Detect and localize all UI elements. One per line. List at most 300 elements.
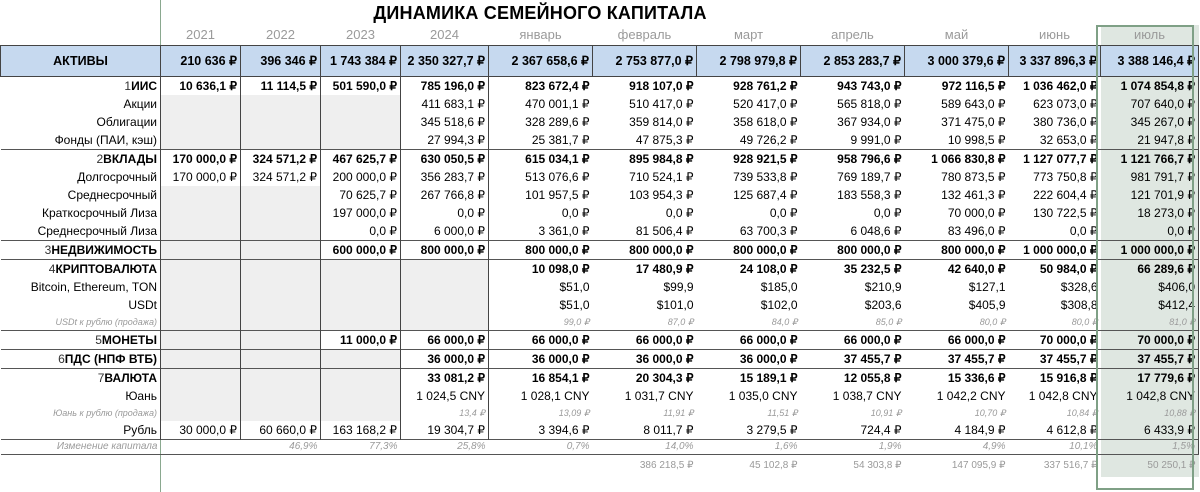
value-cell[interactable]: 33 081,2 ₽ [401,369,489,388]
value-cell[interactable]: 724,4 ₽ [860,423,902,437]
value-cell[interactable]: 785 196,0 ₽ [401,77,489,96]
value-cell[interactable] [241,350,321,369]
value-cell[interactable]: 0,0 ₽ [665,206,694,220]
value-cell[interactable]: 513 076,6 ₽ [489,168,593,186]
value-cell[interactable]: 769 189,7 ₽ [837,170,902,184]
value-cell[interactable] [161,369,241,388]
value-cell[interactable]: $412,4 [1101,296,1199,314]
value-cell[interactable]: 18 273,0 ₽ [1101,204,1199,222]
value-cell[interactable]: 70 000,0 ₽ [947,206,1006,220]
total-cell[interactable]: 396 346 ₽ [241,46,321,77]
value-cell[interactable] [161,131,241,150]
row-label[interactable] [1,204,161,222]
value-cell[interactable]: 15 916,8 ₽ [1009,369,1101,388]
value-cell[interactable]: 800 000,0 ₽ [801,241,905,260]
value-cell[interactable]: 501 590,0 ₽ [321,77,401,96]
value-cell[interactable]: 37 455,7 ₽ [1009,350,1101,369]
change-cell[interactable]: 14,0% [593,440,697,455]
period-label[interactable]: 2022 [266,27,295,42]
value-cell[interactable] [161,204,241,222]
value-cell[interactable]: 4 184,9 ₽ [954,423,1006,437]
value-cell[interactable]: 11 114,5 ₽ [241,77,321,96]
change-cell[interactable]: 25,8% [401,440,489,455]
value-cell[interactable]: $203,6 [864,298,902,312]
value-cell[interactable]: 943 743,0 ₽ [801,77,905,96]
value-cell[interactable]: 470 001,1 ₽ [489,95,593,113]
value-cell[interactable] [241,186,321,204]
value-cell[interactable]: 197 000,0 ₽ [321,204,401,222]
value-cell[interactable] [241,204,321,222]
value-cell[interactable]: 800 000,0 ₽ [489,241,593,260]
value-cell[interactable]: $308,8 [1060,298,1098,312]
row-label[interactable] [1,314,161,331]
value-cell[interactable]: 81 506,4 ₽ [635,224,694,238]
value-cell[interactable] [321,369,401,388]
value-cell[interactable] [321,350,401,369]
delta-cell[interactable]: 386 218,5 ₽ [639,460,694,471]
value-cell[interactable]: 132 461,3 ₽ [941,188,1006,202]
value-cell[interactable]: 800 000,0 ₽ [593,241,697,260]
value-cell[interactable]: 36 000,0 ₽ [401,350,489,369]
value-cell[interactable]: 15 189,1 ₽ [697,369,801,388]
delta-cell[interactable] [489,455,593,478]
value-cell[interactable] [161,405,241,421]
value-cell[interactable]: 0,0 ₽ [401,204,489,222]
value-cell[interactable]: 6 000,0 ₽ [401,222,489,241]
period-label[interactable]: июль [1101,25,1199,46]
value-cell[interactable] [241,222,321,241]
value-cell[interactable]: $328,6 [1060,280,1098,294]
value-cell[interactable]: 17 779,6 ₽ [1101,369,1199,388]
row-label-text: ВАЛЮТА [104,371,157,385]
value-cell[interactable]: 121 701,9 ₽ [1101,186,1199,204]
value-cell[interactable]: 324 571,2 ₽ [241,168,321,186]
total-cell[interactable]: 3 000 379,6 ₽ [905,46,1009,77]
total-cell[interactable]: 2 798 979,8 ₽ [697,46,801,77]
value-cell[interactable]: 359 814,0 ₽ [629,115,694,129]
value-cell[interactable]: 15 336,6 ₽ [905,369,1009,388]
value-cell[interactable] [321,95,401,113]
value-cell[interactable] [161,186,241,204]
value-cell[interactable]: 589 643,0 ₽ [941,97,1006,111]
row-label[interactable] [1,350,161,369]
value-cell[interactable]: 623 073,0 ₽ [1033,97,1098,111]
value-cell[interactable] [321,387,401,405]
value-cell[interactable]: 10 636,1 ₽ [161,77,241,96]
value-cell[interactable] [321,113,401,131]
table-row [1,95,1199,113]
row-label[interactable] [1,168,161,186]
value-cell[interactable]: 103 954,3 ₽ [629,188,694,202]
value-cell[interactable]: 70 625,7 ₽ [321,186,401,204]
value-cell[interactable]: 47 875,3 ₽ [635,133,694,147]
value-cell[interactable]: 371 475,0 ₽ [941,115,1006,129]
value-cell[interactable]: 895 984,8 ₽ [593,150,697,169]
value-cell[interactable]: 6 048,6 ₽ [850,224,902,238]
value-cell[interactable]: 9 991,0 ₽ [850,133,902,147]
value-cell[interactable]: 1 036 462,0 ₽ [1009,77,1101,96]
value-cell[interactable]: 958 796,6 ₽ [801,150,905,169]
value-cell[interactable]: 27 994,3 ₽ [401,131,489,150]
value-cell[interactable]: 267 766,8 ₽ [401,186,489,204]
value-cell[interactable]: 80,0 ₽ [979,317,1006,327]
value-cell[interactable]: 0,0 ₽ [1101,222,1199,241]
value-cell[interactable]: $102,0 [760,298,798,312]
value-cell[interactable]: 510 417,0 ₽ [629,97,694,111]
value-cell[interactable]: 800 000,0 ₽ [905,241,1009,260]
value-cell[interactable]: 222 604,4 ₽ [1033,188,1098,202]
value-cell[interactable]: 130 722,5 ₽ [1033,206,1098,220]
value-cell[interactable] [241,95,321,113]
table-row [1,113,1199,131]
value-cell[interactable]: 3 394,6 ₽ [489,421,593,440]
value-cell[interactable] [161,314,241,331]
value-cell[interactable]: 0,0 ₽ [873,206,902,220]
value-cell[interactable]: 0,0 ₽ [489,204,593,222]
value-cell[interactable]: 1 038,7 CNY [832,389,902,403]
value-cell[interactable]: 32 653,0 ₽ [1039,133,1098,147]
value-cell[interactable]: 21 947,8 ₽ [1101,131,1199,150]
change-label[interactable]: Изменение капитала [1,440,161,455]
value-cell[interactable]: 928 921,5 ₽ [697,150,801,169]
value-cell[interactable] [241,387,321,405]
value-cell[interactable]: 11,51 ₽ [767,408,798,418]
period-label[interactable]: 2024 [430,27,459,42]
value-cell[interactable]: 85,0 ₽ [875,317,902,327]
row-label[interactable] [1,278,161,296]
row-label[interactable] [1,131,161,150]
value-cell[interactable]: 1 066 830,8 ₽ [905,150,1009,169]
value-cell[interactable]: 800 000,0 ₽ [401,241,489,260]
value-cell[interactable]: 3 279,5 ₽ [746,423,798,437]
value-cell[interactable] [241,113,321,131]
value-cell[interactable]: 81,0 ₽ [1101,314,1199,331]
value-cell[interactable]: 800 000,0 ₽ [697,241,801,260]
value-cell[interactable]: $210,9 [864,280,902,294]
row-label-text: Юань к рублю (продажа) [53,408,157,418]
value-cell[interactable] [401,278,489,296]
value-cell[interactable]: 13,4 ₽ [401,405,489,421]
total-cell[interactable]: 1 743 384 ₽ [321,46,401,77]
period-label[interactable]: март [733,27,764,42]
value-cell[interactable]: 66 000,0 ₽ [801,331,905,350]
value-cell[interactable]: 36 000,0 ₽ [593,350,697,369]
value-cell[interactable]: 66 000,0 ₽ [697,331,801,350]
row-label-text: Долгосрочный [77,170,157,184]
value-cell[interactable]: 10,70 ₽ [974,408,1006,418]
change-cell[interactable]: 77,3% [321,440,401,455]
value-cell[interactable] [161,387,241,405]
value-cell[interactable]: $406,0 [1101,278,1199,296]
value-cell[interactable]: 66 000,0 ₽ [489,331,593,350]
value-cell[interactable]: 600 000,0 ₽ [321,241,401,260]
value-cell[interactable]: 37 455,7 ₽ [905,350,1009,369]
capital-delta-row [1,455,1199,478]
value-cell[interactable]: 66 289,6 ₽ [1101,260,1199,279]
value-cell[interactable]: 16 854,1 ₽ [489,369,593,388]
value-cell[interactable]: 565 818,0 ₽ [837,97,902,111]
value-cell[interactable]: 1 000 000,0 ₽ [1101,241,1199,260]
value-cell[interactable] [161,260,241,279]
change-cell[interactable]: 4,9% [905,440,1009,455]
delta-cell[interactable]: 147 095,9 ₽ [951,460,1006,471]
value-cell[interactable] [161,95,241,113]
row-label[interactable] [1,222,161,241]
value-cell[interactable] [241,131,321,150]
value-cell[interactable]: 125 687,4 ₽ [733,188,798,202]
total-cell[interactable]: 2 853 283,7 ₽ [801,46,905,77]
assets-header-cell[interactable]: АКТИВЫ [1,46,161,77]
value-cell[interactable]: 170 000,0 ₽ [161,168,241,186]
change-cell[interactable]: 10,1% [1009,440,1101,455]
total-cell[interactable]: 2 753 877,0 ₽ [593,46,697,77]
row-label[interactable] [1,186,161,204]
change-cell[interactable]: 0,7% [489,440,593,455]
value-cell[interactable]: 99,0 ₽ [489,314,593,331]
row-label[interactable] [1,387,161,405]
row-label[interactable] [1,260,161,279]
value-cell[interactable]: 1 074 854,8 ₽ [1101,77,1199,96]
value-cell[interactable]: 324 571,2 ₽ [241,150,321,169]
value-cell[interactable]: 1 028,1 CNY [489,387,593,405]
value-cell[interactable]: 1 024,5 CNY [401,387,489,405]
value-cell[interactable]: 200 000,0 ₽ [321,168,401,186]
value-cell[interactable]: 19 304,7 ₽ [401,421,489,440]
value-cell[interactable]: 70 000,0 ₽ [1009,331,1101,350]
value-cell[interactable]: 80,0 ₽ [1071,317,1098,327]
period-label[interactable]: апрель [831,27,874,42]
value-cell[interactable]: 6 433,9 ₽ [1101,421,1199,440]
value-cell[interactable]: 10 998,5 ₽ [947,133,1006,147]
value-cell[interactable]: 17 480,9 ₽ [593,260,697,279]
value-cell[interactable]: 163 168,2 ₽ [321,421,401,440]
value-cell[interactable]: 24 108,0 ₽ [697,260,801,279]
value-cell[interactable] [161,222,241,241]
value-cell[interactable] [241,331,321,350]
value-cell[interactable]: 823 672,4 ₽ [489,77,593,96]
value-cell[interactable]: 928 761,2 ₽ [697,77,801,96]
value-cell[interactable] [161,278,241,296]
period-label[interactable]: июнь [1039,27,1070,42]
value-cell[interactable]: 49 726,2 ₽ [739,133,798,147]
table-row [1,150,1199,169]
period-label[interactable]: январь [519,27,562,42]
value-cell[interactable]: 30 000,0 ₽ [161,421,241,440]
total-cell[interactable]: 2 350 327,7 ₽ [401,46,489,77]
period-label[interactable]: май [944,27,969,42]
value-cell[interactable] [241,405,321,421]
value-cell[interactable] [321,314,401,331]
value-cell[interactable]: $101,0 [656,298,694,312]
value-cell[interactable]: 1 000 000,0 ₽ [1009,241,1101,260]
value-cell[interactable]: 60 660,0 ₽ [241,421,321,440]
period-label[interactable]: 2021 [186,27,215,42]
change-cell[interactable]: 1,6% [697,440,801,455]
value-cell[interactable]: $127,1 [968,280,1006,294]
corner-cell[interactable] [1,25,161,46]
change-cell[interactable] [161,440,241,455]
value-cell[interactable]: 739 533,8 ₽ [733,170,798,184]
value-cell[interactable]: 66 000,0 ₽ [905,331,1009,350]
value-cell[interactable]: 70 000,0 ₽ [1101,331,1199,350]
table-row [1,131,1199,150]
value-cell[interactable] [241,296,321,314]
value-cell[interactable]: 170 000,0 ₽ [161,150,241,169]
value-cell[interactable]: 918 107,0 ₽ [593,77,697,96]
row-label[interactable] [1,150,161,169]
value-cell[interactable] [241,241,321,260]
value-cell[interactable]: 25 381,7 ₽ [489,131,593,150]
value-cell[interactable]: 1 042,2 CNY [936,389,1006,403]
value-cell[interactable]: 83 496,0 ₽ [947,224,1006,238]
value-cell[interactable] [161,331,241,350]
row-label[interactable] [1,113,161,131]
value-cell[interactable] [321,296,401,314]
row-label[interactable] [1,296,161,314]
row-label[interactable] [1,241,161,260]
value-cell[interactable] [401,260,489,279]
value-cell[interactable]: 520 417,0 ₽ [733,97,798,111]
value-cell[interactable]: $99,9 [663,280,694,294]
value-cell[interactable]: 11,91 ₽ [663,408,694,418]
value-cell[interactable]: 20 304,3 ₽ [593,369,697,388]
value-cell[interactable]: 50 984,0 ₽ [1009,260,1101,279]
value-cell[interactable] [161,241,241,260]
value-cell[interactable]: $405,9 [968,298,1006,312]
value-cell[interactable]: 411 683,1 ₽ [401,95,489,113]
value-cell[interactable]: 183 558,3 ₽ [837,188,902,202]
value-cell[interactable]: 10,91 ₽ [870,408,902,418]
row-label[interactable] [1,95,161,113]
row-label[interactable] [1,421,161,440]
delta-cell[interactable] [241,455,321,478]
value-cell[interactable] [401,296,489,314]
value-cell[interactable]: 981 791,7 ₽ [1101,168,1199,186]
delta-cell[interactable]: 45 102,8 ₽ [749,460,798,471]
value-cell[interactable] [161,296,241,314]
value-cell[interactable] [241,369,321,388]
value-cell[interactable] [321,405,401,421]
value-cell[interactable] [321,278,401,296]
delta-cell[interactable] [401,455,489,478]
value-cell[interactable]: 1 042,8 CNY [1101,387,1199,405]
table-row [1,421,1199,440]
value-cell[interactable]: 615 034,1 ₽ [489,150,593,169]
value-cell[interactable] [321,131,401,150]
value-cell[interactable]: $185,0 [760,280,798,294]
value-cell[interactable]: 4 612,8 ₽ [1046,423,1098,437]
row-label[interactable] [1,405,161,421]
period-label[interactable]: 2023 [346,27,375,42]
value-cell[interactable]: 467 625,7 ₽ [321,150,401,169]
value-cell[interactable] [241,260,321,279]
total-cell[interactable]: 210 636 ₽ [161,46,241,77]
value-cell[interactable]: 0,0 ₽ [1069,224,1098,238]
value-cell[interactable]: 10,88 ₽ [1101,405,1199,421]
value-cell[interactable]: $51,0 [489,296,593,314]
value-cell[interactable]: 1 042,8 CNY [1028,389,1098,403]
value-cell[interactable] [161,113,241,131]
value-cell[interactable] [241,278,321,296]
delta-cell[interactable]: 54 303,8 ₽ [853,460,902,471]
value-cell[interactable] [321,260,401,279]
row-label[interactable] [1,77,161,96]
value-cell[interactable]: 780 873,5 ₽ [941,170,1006,184]
value-cell[interactable]: 380 736,0 ₽ [1033,115,1098,129]
delta-cell[interactable]: 50 250,1 ₽ [1101,455,1199,478]
value-cell[interactable]: 356 283,7 ₽ [401,168,489,186]
total-cell[interactable]: 2 367 658,6 ₽ [489,46,593,77]
value-cell[interactable]: 367 934,0 ₽ [837,115,902,129]
delta-cell[interactable]: 337 516,7 ₽ [1043,460,1098,471]
value-cell[interactable]: 37 455,7 ₽ [1101,350,1199,369]
value-cell[interactable]: 710 524,1 ₽ [629,170,694,184]
delta-cell[interactable] [161,455,241,478]
value-cell[interactable] [161,350,241,369]
total-cell[interactable]: 3 388 146,4 ₽ [1101,46,1199,77]
value-cell[interactable]: 13,09 ₽ [489,405,593,421]
value-cell[interactable]: 972 116,5 ₽ [905,77,1009,96]
value-cell[interactable]: 345 267,0 ₽ [1101,113,1199,131]
value-cell[interactable]: 12 055,8 ₽ [801,369,905,388]
value-cell[interactable]: 1 127 077,7 ₽ [1009,150,1101,169]
value-cell[interactable]: 101 957,5 ₽ [489,186,593,204]
change-cell[interactable]: 1,5% [1101,440,1199,455]
table-row [1,241,1199,260]
value-cell[interactable]: 11 000,0 ₽ [321,331,401,350]
value-cell[interactable]: 63 700,3 ₽ [739,224,798,238]
value-cell[interactable]: 0,0 ₽ [321,222,401,241]
value-cell[interactable]: 773 750,8 ₽ [1033,170,1098,184]
value-cell[interactable]: 10 098,0 ₽ [489,260,593,279]
value-cell[interactable]: 35 232,5 ₽ [801,260,905,279]
value-cell[interactable]: 358 618,0 ₽ [733,115,798,129]
value-cell[interactable]: 707 640,0 ₽ [1101,95,1199,113]
value-cell[interactable]: 1 035,0 CNY [728,389,798,403]
value-cell[interactable] [401,314,489,331]
value-cell[interactable]: 66 000,0 ₽ [593,331,697,350]
value-cell[interactable]: 0,0 ₽ [769,206,798,220]
value-cell[interactable]: 36 000,0 ₽ [489,350,593,369]
value-cell[interactable] [241,314,321,331]
value-cell[interactable]: 1 121 766,7 ₽ [1101,150,1199,169]
value-cell[interactable]: 630 050,5 ₽ [401,150,489,169]
value-cell[interactable]: $51,0 [489,278,593,296]
delta-label[interactable] [1,455,161,478]
value-cell[interactable]: 10,84 ₽ [1066,408,1098,418]
value-cell[interactable]: 87,0 ₽ [667,317,694,327]
value-cell[interactable]: 36 000,0 ₽ [697,350,801,369]
value-cell[interactable]: 328 289,6 ₽ [489,113,593,131]
row-label[interactable] [1,369,161,388]
row-label[interactable] [1,331,161,350]
total-cell[interactable]: 3 337 896,3 ₽ [1009,46,1101,77]
value-cell[interactable]: 1 031,7 CNY [624,389,694,403]
value-cell[interactable]: 42 640,0 ₽ [905,260,1009,279]
delta-cell[interactable] [321,455,401,478]
row-label-text: МОНЕТЫ [101,333,157,347]
change-cell[interactable]: 46,9% [241,440,321,455]
value-cell[interactable]: 8 011,7 ₽ [643,423,694,437]
change-cell[interactable]: 1,9% [801,440,905,455]
value-cell[interactable]: 37 455,7 ₽ [801,350,905,369]
row-label-text: Среднесрочный Лиза [37,224,157,238]
value-cell[interactable]: 84,0 ₽ [771,317,798,327]
value-cell[interactable]: 345 518,6 ₽ [401,113,489,131]
value-cell[interactable]: 66 000,0 ₽ [401,331,489,350]
period-label[interactable]: февраль [617,27,672,42]
value-cell[interactable]: 3 361,0 ₽ [489,222,593,241]
